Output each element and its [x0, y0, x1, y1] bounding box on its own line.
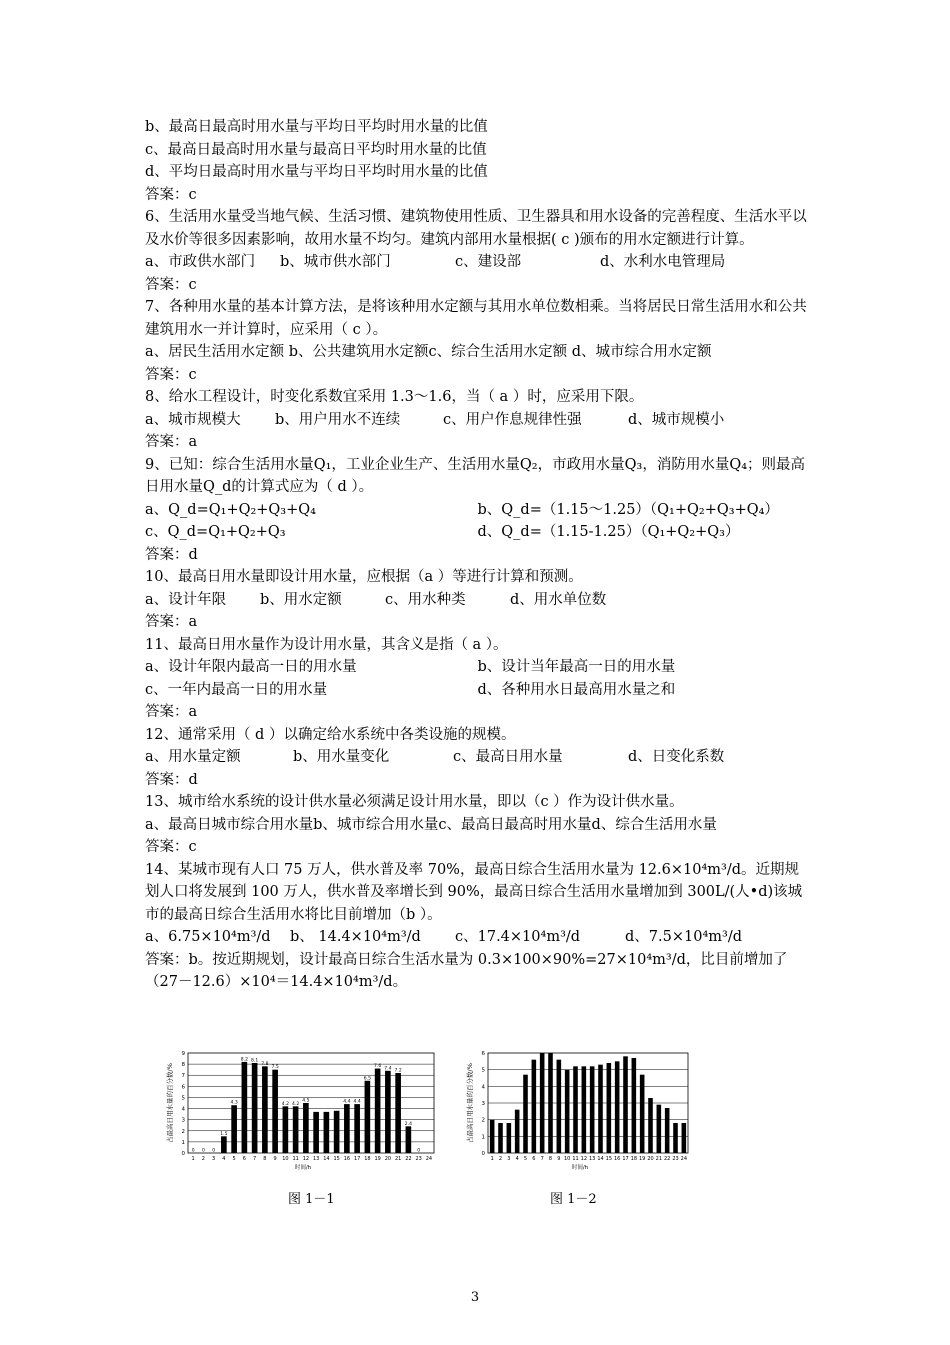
- x-tick-label: 11: [292, 1156, 299, 1162]
- x-tick-label: 5: [523, 1156, 528, 1162]
- option-item: d、7.5×10⁴m³/d: [625, 929, 742, 945]
- x-tick-label: 7: [253, 1156, 257, 1162]
- data-label: 0: [417, 1148, 421, 1154]
- bar: [252, 1063, 258, 1153]
- data-label: 8.2: [240, 1057, 248, 1063]
- option-item: b、用户用水不连续: [275, 411, 401, 428]
- answer-line: 答案：b。按近期规划，设计最高日综合生活水量为 0.3×100×90%=27×10⁴m³/d，比目前增加了（27－12.6）×10⁴＝14.4×10⁴m³/d。: [145, 951, 788, 990]
- hourly-usage-chart-1: [150, 1045, 440, 1175]
- answer-line: 答案：d: [145, 546, 198, 563]
- option-item: c、一年内最高一日的用水量: [145, 681, 328, 698]
- bar: [242, 1062, 248, 1153]
- options-row: [145, 521, 810, 544]
- option-item: d、Q_d=（1.15-1.25）（Q₁+Q₂+Q₃）: [477, 524, 740, 540]
- x-tick-label: 19: [638, 1156, 646, 1162]
- option-item: a、用水量定额: [145, 749, 241, 765]
- option-item: a、城市规模大: [145, 411, 241, 428]
- option-item: a、设计年限: [145, 591, 227, 608]
- y-tick-label: 7: [181, 1073, 185, 1080]
- text-line: 13、城市给水系统的设计供水量必须满足设计用水量，即以（c ）作为设计供水量。: [145, 794, 684, 810]
- data-label: 0: [191, 1148, 195, 1154]
- x-tick-label: 11: [572, 1156, 579, 1162]
- x-tick-label: 23: [415, 1156, 422, 1162]
- x-tick-label: 15: [333, 1156, 340, 1162]
- option-item: c、用户作息规律性强: [443, 411, 582, 428]
- figures: [145, 1045, 810, 1215]
- options-row: [145, 499, 810, 522]
- y-tick-label: 3: [481, 1101, 485, 1107]
- option-item: a、市政供水部门: [145, 254, 256, 270]
- y-tick-label: 5: [481, 1067, 485, 1074]
- bar: [406, 1126, 412, 1153]
- text-line: b、最高日最高时用水量与平均日平均时用水量的比值: [145, 119, 488, 135]
- x-tick-label: 19: [374, 1156, 381, 1162]
- x-tick-label: 1: [191, 1156, 195, 1162]
- x-tick-label: 9: [273, 1156, 277, 1162]
- x-tick-label: 24: [680, 1156, 688, 1162]
- answer-line: 答案：c: [145, 366, 197, 383]
- data-label: 8.1: [251, 1058, 259, 1064]
- y-tick-label: 5: [181, 1095, 185, 1102]
- bar: [540, 1053, 545, 1153]
- bar: [532, 1060, 537, 1153]
- x-tick-label: 14: [597, 1156, 604, 1162]
- answer-line: 答案：a: [145, 434, 198, 450]
- data-label: 0: [201, 1148, 205, 1154]
- bar: [682, 1123, 687, 1153]
- x-tick-label: 20: [647, 1156, 654, 1162]
- data-label: 6.5: [363, 1076, 371, 1082]
- data-label: 4.4: [343, 1099, 351, 1105]
- bar: [231, 1105, 237, 1153]
- bar: [557, 1060, 562, 1153]
- option-item: b、 14.4×10⁴m³/d: [290, 929, 421, 945]
- option-item: d、日变化系数: [628, 749, 725, 765]
- x-tick-label: 13: [312, 1156, 320, 1162]
- x-tick-label: 16: [613, 1156, 621, 1162]
- bar: [673, 1123, 678, 1153]
- x-tick-label: 1: [490, 1156, 494, 1162]
- text-line: 6、生活用水量受当地气候、生活习惯、建筑物使用性质、卫生器具和用水设备的完善程度、生活水平以及水价等很多因素影响，故用水量不均匀。建筑内部用水量根据( c )颁布的用水定额进行计算。: [145, 209, 807, 248]
- bar: [344, 1104, 350, 1153]
- bar: [657, 1105, 662, 1153]
- options-row: [145, 589, 810, 612]
- x-tick-label: 10: [563, 1156, 571, 1162]
- options-row: [145, 409, 810, 432]
- x-tick-label: 6: [242, 1156, 246, 1162]
- y-tick-label: 0: [481, 1151, 485, 1157]
- bar: [582, 1066, 587, 1153]
- x-tick-label: 18: [630, 1156, 638, 1162]
- option-item: a、Q_d=Q₁+Q₂+Q₃+Q₄: [145, 501, 316, 518]
- bar: [632, 1058, 637, 1153]
- data-label: 7.4: [384, 1066, 392, 1072]
- bar: [623, 1056, 628, 1153]
- answer-line: 答案：d: [145, 771, 198, 788]
- bar: [334, 1111, 340, 1153]
- option-item: d、用水单位数: [510, 591, 607, 608]
- text-line: 14、某城市现有人口 75 万人，供水普及率 70%，最高日综合生活用水量为 12.6×10⁴m³/d。近期规划人口将发展到 100 万人，供水普及率增长到 90%，最高日综合生活用水量增加到 300L/(人•d)该城市的最高日综合生活用水将比目前增加（b ）。: [145, 861, 803, 923]
- bar: [395, 1073, 401, 1153]
- text-line: a、居民生活用水定额 b、公共建筑用水定额c、综合生活用水定额 d、城市综合用水定额: [145, 344, 712, 360]
- x-tick-label: 24: [425, 1156, 433, 1162]
- bar: [598, 1065, 603, 1153]
- option-item: a、6.75×10⁴m³/d: [145, 929, 271, 945]
- x-tick-label: 21: [394, 1156, 402, 1162]
- data-label: 7.5: [271, 1065, 279, 1071]
- bar: [262, 1066, 268, 1153]
- text-line: a、最高日城市综合用水量b、城市综合用水量c、最高日最高时用水量d、综合生活用水量: [145, 816, 717, 833]
- answer-line: 答案：c: [145, 839, 197, 855]
- y-tick-label: 1: [481, 1134, 485, 1141]
- x-tick-label: 3: [212, 1156, 216, 1162]
- y-tick-label: 0: [181, 1151, 185, 1157]
- option-item: c、Q_d=Q₁+Q₂+Q₃: [145, 524, 286, 540]
- bar: [548, 1053, 553, 1153]
- page-number: 3: [470, 1290, 480, 1305]
- bar: [365, 1081, 371, 1153]
- data-label: 4.4: [353, 1099, 361, 1105]
- options-row: [145, 746, 810, 769]
- x-tick-label: 12: [302, 1156, 310, 1162]
- x-tick-label: 3: [507, 1156, 511, 1162]
- x-tick-label: 20: [384, 1156, 392, 1162]
- y-tick-label: 1: [181, 1139, 185, 1146]
- text-line: 9、已知：综合生活用水量Q₁，工业企业生产、生活用水量Q₂，市政用水量Q₃，消防用水量Q₄；则最高日用水量Q_d的计算式应为（ d ）。: [145, 456, 806, 495]
- bar: [490, 1120, 495, 1153]
- option-item: d、城市规模小: [628, 411, 725, 428]
- x-tick-label: 10: [282, 1156, 289, 1162]
- data-label: 4.5: [302, 1098, 310, 1104]
- text-line: 10、最高日用水量即设计用水量，应根据（a ）等进行计算和预测。: [145, 569, 583, 585]
- bar: [272, 1070, 278, 1153]
- data-label: 1.5: [220, 1131, 228, 1137]
- option-item: b、用水定额: [260, 591, 342, 608]
- x-tick-label: 6: [532, 1156, 536, 1162]
- bar: [648, 1098, 653, 1153]
- data-label: 0: [212, 1148, 216, 1154]
- bar: [293, 1106, 299, 1153]
- text-line: d、平均日最高时用水量与平均日平均时用水量的比值: [145, 164, 488, 180]
- x-tick-label: 17: [353, 1156, 361, 1162]
- figure-caption-2: 图 1－2: [550, 1192, 597, 1207]
- option-item: b、用水量变化: [293, 749, 390, 765]
- bar: [615, 1061, 620, 1153]
- x-tick-label: 8: [263, 1156, 267, 1162]
- bar: [523, 1075, 528, 1153]
- text-line: c、最高日最高时用水量与最高日平均时用水量的比值: [145, 141, 487, 158]
- x-tick-label: 17: [622, 1156, 629, 1162]
- bar: [498, 1123, 503, 1153]
- x-tick-label: 7: [540, 1156, 544, 1162]
- bar: [665, 1108, 670, 1153]
- answer-line: 答案：c: [145, 186, 197, 203]
- bar: [640, 1075, 645, 1153]
- y-tick-label: 2: [181, 1128, 185, 1135]
- bar: [221, 1136, 227, 1153]
- option-item: c、17.4×10⁴m³/d: [455, 929, 581, 945]
- y-tick-label: 8: [181, 1062, 185, 1069]
- x-tick-label: 2: [498, 1156, 503, 1162]
- x-tick-label: 16: [343, 1156, 351, 1162]
- bar: [515, 1110, 520, 1153]
- x-tick-label: 21: [655, 1156, 663, 1162]
- data-label: 2.4: [404, 1121, 412, 1127]
- options-row: [145, 679, 810, 702]
- data-label: 4.2: [292, 1101, 300, 1107]
- options-row: [145, 656, 810, 679]
- data-label: 7.8: [261, 1061, 269, 1067]
- option-item: d、各种用水日最高用水量之和: [477, 681, 676, 698]
- bar: [283, 1106, 289, 1153]
- y-tick-label: 6: [481, 1051, 485, 1057]
- option-item: b、设计当年最高一日的用水量: [477, 659, 676, 675]
- x-tick-label: 5: [232, 1156, 236, 1162]
- answer-line: 答案：c: [145, 276, 197, 293]
- y-tick-label: 3: [181, 1117, 185, 1124]
- x-tick-label: 8: [548, 1156, 553, 1162]
- bar: [313, 1112, 319, 1153]
- data-label: 4.2: [281, 1101, 289, 1107]
- options-row: [145, 926, 810, 949]
- bar: [375, 1069, 381, 1153]
- option-item: c、建设部: [455, 254, 522, 270]
- option-item: d、水利水电管理局: [600, 254, 726, 270]
- bar: [607, 1063, 612, 1153]
- y-tick-label: 2: [481, 1117, 485, 1124]
- bar: [303, 1103, 309, 1153]
- y-tick-label: 4: [481, 1084, 485, 1091]
- text-line: 11、最高日用水量作为设计用水量，其含义是指（ a ）。: [145, 636, 508, 653]
- bar: [573, 1066, 578, 1153]
- bar: [385, 1071, 391, 1153]
- x-tick-label: 14: [323, 1156, 330, 1162]
- x-tick-label: 2: [201, 1156, 205, 1162]
- y-tick-label: 9: [181, 1051, 185, 1057]
- text-line: 12、通常采用（ d ）以确定给水系统中各类设施的规模。: [145, 726, 516, 743]
- y-tick-label: 6: [181, 1084, 185, 1091]
- x-tick-label: 18: [364, 1156, 371, 1162]
- bar: [324, 1112, 330, 1153]
- data-label: 7.6: [374, 1064, 382, 1070]
- options-row: [145, 251, 810, 274]
- x-tick-label: 15: [605, 1156, 613, 1162]
- bar: [565, 1070, 570, 1153]
- document-body: [145, 116, 810, 994]
- option-item: c、最高日用水量: [453, 749, 563, 765]
- data-label: 4.3: [230, 1100, 238, 1106]
- x-tick-label: 9: [557, 1156, 561, 1162]
- option-item: b、Q_d=（1.15～1.25）（Q₁+Q₂+Q₃+Q₄）: [477, 501, 779, 518]
- bar: [590, 1066, 595, 1153]
- x-tick-label: 22: [663, 1156, 671, 1162]
- x-tick-label: 22: [405, 1156, 412, 1162]
- option-item: b、城市供水部门: [280, 254, 391, 270]
- hourly-usage-chart-2: [450, 1045, 715, 1175]
- y-axis-label: 占最高日用水量的百分数/%: [466, 1063, 474, 1143]
- option-item: a、设计年限内最高一日的用水量: [145, 659, 357, 675]
- x-tick-label: 4: [515, 1156, 519, 1162]
- text-line: 7、各种用水量的基本计算方法，是将该种用水定额与其用水单位数相乘。当将居民日常生活用水和公共建筑用水一并计算时，应采用（ c ）。: [145, 299, 807, 338]
- y-tick-label: 4: [181, 1106, 185, 1113]
- x-tick-label: 23: [672, 1156, 679, 1162]
- answer-line: 答案：a: [145, 704, 198, 720]
- y-axis-label: 占最高日用水量的百分数/%: [166, 1063, 174, 1143]
- figure-caption-1: 图 1－1: [288, 1192, 335, 1207]
- bar: [507, 1123, 512, 1153]
- text-line: 8、给水工程设计，时变化系数宜采用 1.3～1.6，当（ a ）时，应采用下限。: [145, 389, 644, 405]
- x-tick-label: 4: [222, 1156, 226, 1162]
- x-axis-label: 时间/h: [571, 1165, 589, 1171]
- x-axis-label: 时间/h: [294, 1165, 312, 1171]
- option-item: c、用水种类: [385, 591, 466, 608]
- x-tick-label: 12: [580, 1156, 588, 1162]
- data-label: 7.2: [394, 1068, 402, 1074]
- x-tick-label: 13: [588, 1156, 596, 1162]
- bar: [354, 1104, 360, 1153]
- answer-line: 答案：a: [145, 614, 198, 630]
